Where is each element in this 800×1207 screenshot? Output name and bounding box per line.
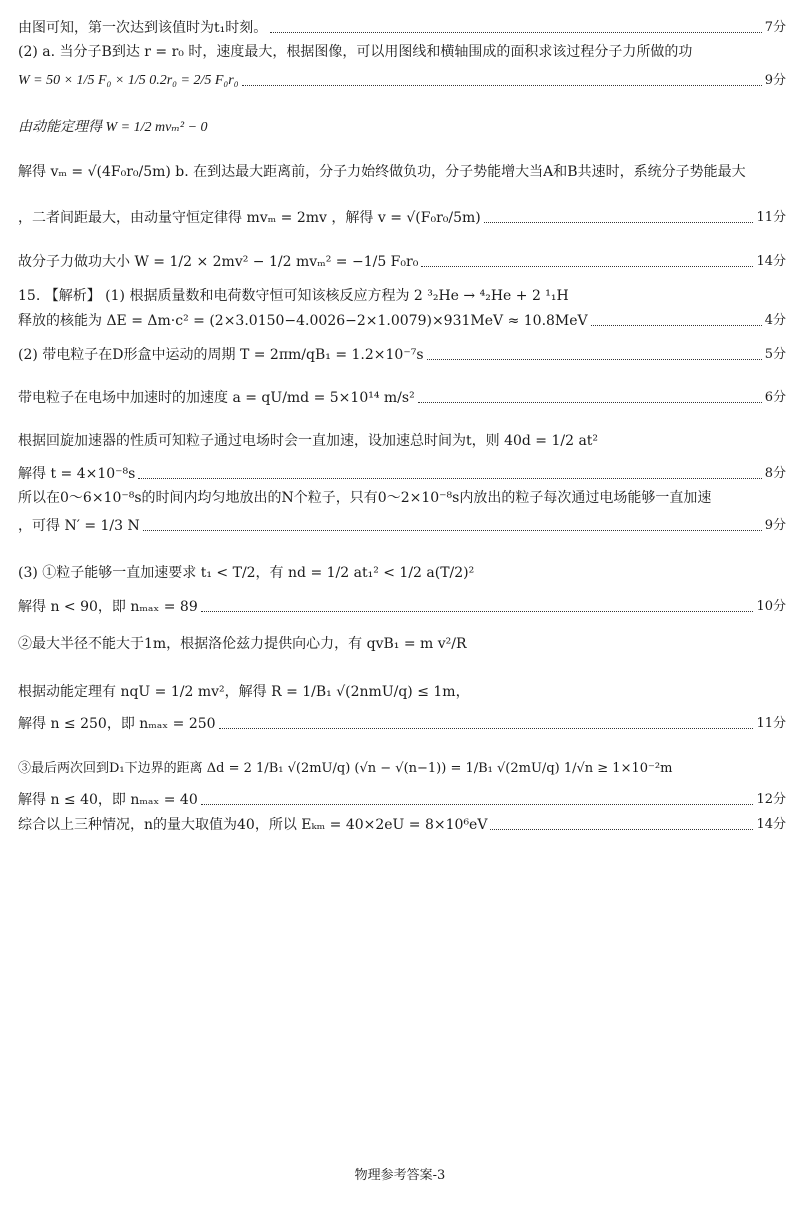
score-label: 11分 [756, 210, 786, 225]
answer-line-9 [18, 312, 786, 330]
dot-leader [242, 85, 762, 86]
line-text: (3) ①粒子能够一直加速要求 t₁ < T/2，有 nd = 1/2 at₁² < 1/2 a(T/2)² [18, 565, 475, 581]
answer-line-13 [18, 465, 786, 483]
line-text: 解得 n < 90，即 nₘₐₓ = 89 [18, 599, 198, 615]
line-text: 解得 vₘ = √(4F₀r₀/5m) b. 在到达最大距离前，分子力始终做负功，分子势能增大当A和B共速时，系统分子势能最大 [18, 164, 746, 180]
dot-leader [270, 32, 761, 33]
score-label: 8分 [764, 466, 786, 481]
score-label: 7分 [764, 20, 786, 35]
dot-leader [201, 804, 754, 805]
line-formula: W = 50 × 1/5 F₀ × 1/5 0.2r₀ = 2/5 F₀r₀ [18, 73, 239, 88]
line-text: ，可得 N′ = 1/3 N [18, 518, 140, 534]
line-text: 所以在0～6×10⁻⁸s的时间内均匀地放出的N个粒子，只有0～2×10⁻⁸s内放出的粒子每次通过电场能够一直加速 [18, 490, 712, 506]
line-text: ②最大半径不能大于1m，根据洛伦兹力提供向心力，有 qvB₁ = m v²/R [18, 636, 467, 652]
score-label: 9分 [764, 518, 786, 533]
answer-line-1 [18, 19, 786, 37]
answer-line-4 [18, 118, 786, 137]
line-text: ，二者间距最大，由动量守恒定律得 mvₘ = 2mv ，解得 v = √(F₀r₀/5m) [18, 210, 481, 226]
answer-line-18 [18, 635, 786, 653]
score-label: 6分 [764, 390, 786, 405]
score-label: 9分 [764, 73, 786, 88]
line-text: 15. 【解析】 (1) 根据质量数和电荷数守恒可知该核反应方程为 2 ³₂He → ⁴₂He + 2 ¹₁H [18, 288, 569, 304]
answer-line-21 [18, 760, 786, 778]
line-text: 由图可知，第一次达到该值时为t₁时刻。 [18, 20, 268, 36]
line-text: 解得 n ≤ 250，即 nₘₐₓ = 250 [18, 716, 216, 732]
line-text: 解得 n ≤ 40，即 nₘₐₓ = 40 [18, 792, 198, 808]
line-formula: 由动能定理得 W = 1/2 mvₘ² − 0 [18, 120, 208, 135]
answer-line-10 [18, 346, 786, 364]
line-text: 带电粒子在电场中加速时的加速度 a = qU/md = 5×10¹⁴ m/s² [18, 390, 415, 406]
score-label: 10分 [756, 599, 786, 614]
score-label: 12分 [756, 792, 786, 807]
dot-leader [143, 530, 762, 531]
answer-line-14 [18, 489, 786, 507]
line-text: 解得 t = 4×10⁻⁸s [18, 466, 136, 482]
answer-line-17 [18, 598, 786, 616]
dot-leader [427, 359, 762, 360]
answer-line-22 [18, 791, 786, 809]
answer-line-8 [18, 287, 786, 305]
score-label: 14分 [756, 817, 786, 832]
dot-leader [591, 325, 762, 326]
answer-line-15 [18, 517, 786, 535]
line-text: 综合以上三种情况，n的量大取值为40，所以 Eₖₘ = 40×2eU = 8×10⁶eV [18, 817, 488, 833]
score-label: 14分 [756, 254, 786, 269]
dot-leader [490, 829, 753, 830]
dot-leader [484, 222, 754, 223]
answer-line-12 [18, 432, 786, 450]
line-text: 根据回旋加速器的性质可知粒子通过电场时会一直加速，设加速总时间为t，则 40d = 1/2 at² [18, 433, 599, 449]
line-text: 故分子力做功大小 W = 1/2 × 2mv² − 1/2 mvₘ² = −1/5 F₀r₀ [18, 254, 419, 270]
answer-line-5 [18, 163, 786, 181]
answer-line-6 [18, 209, 786, 227]
answer-line-23 [18, 816, 786, 834]
answer-line-16 [18, 564, 786, 582]
answer-line-3 [18, 72, 786, 90]
answer-line-11 [18, 389, 786, 407]
dot-leader [421, 266, 753, 267]
answer-line-19 [18, 683, 786, 701]
answer-line-2 [18, 43, 786, 61]
line-text: (2) 带电粒子在D形盒中运动的周期 T = 2πm/qB₁ = 1.2×10⁻⁷s [18, 347, 424, 363]
line-text: ③最后两次回到D₁下边界的距离 Δd = 2 1/B₁ √(2mU/q) (√n − √(n−1)) = 1/B₁ √(2mU/q) 1/√n ≥ 1×10⁻²m [18, 761, 673, 776]
line-text: 释放的核能为 ΔE = Δm·c² = (2×3.0150−4.0026−2×1.0079)×931MeV ≈ 10.8MeV [18, 313, 588, 329]
score-label: 4分 [764, 313, 786, 328]
dot-leader [138, 478, 761, 479]
line-text: (2) a. 当分子B到达 r = r₀ 时，速度最大，根据图像，可以用图线和横轴围成的面积求该过程分子力所做的功 [18, 44, 693, 60]
dot-leader [219, 728, 754, 729]
answer-line-20 [18, 715, 786, 733]
score-label: 5分 [764, 347, 786, 362]
answer-line-7 [18, 253, 786, 271]
score-label: 11分 [756, 716, 786, 731]
page-footer: 物理参考答案-3 [354, 1168, 446, 1183]
dot-leader [201, 611, 754, 612]
line-text: 根据动能定理有 nqU = 1/2 mv²，解得 R = 1/B₁ √(2nmU/q) ≤ 1m， [18, 684, 470, 700]
dot-leader [418, 402, 762, 403]
